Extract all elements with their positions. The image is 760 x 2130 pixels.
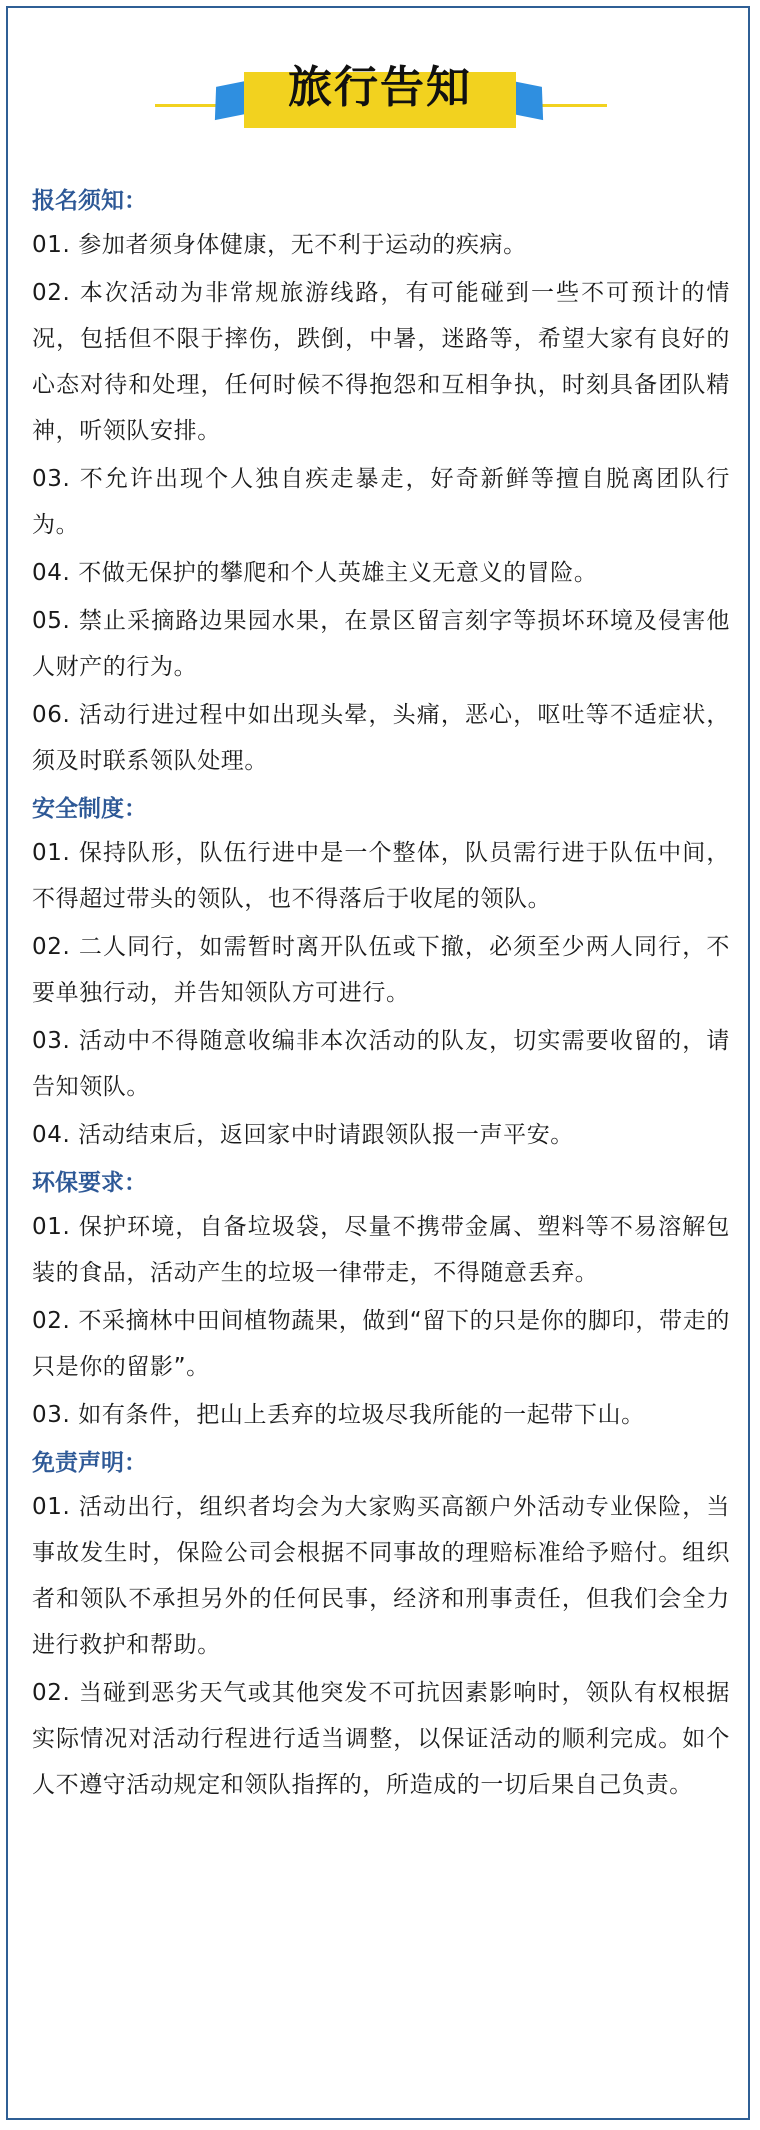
- list-item: 05. 禁止采摘路边果园水果，在景区留言刻字等损坏环境及侵害他人财产的行为。: [32, 608, 730, 680]
- list-item: 03. 如有条件，把山上丢弃的垃圾尽我所能的一起带下山。: [32, 1402, 645, 1428]
- list-item: 01. 活动出行，组织者均会为大家购买高额户外活动专业保险，当事故发生时，保险公司会根据不同事故的理赔标准给予赔付。组织者和领队不承担另外的任何民事，经济和刑事责任，但我们会全力进行救护和帮助。: [32, 1494, 730, 1658]
- list-item: 04. 活动结束后，返回家中时请跟领队报一声平安。: [32, 1122, 574, 1148]
- section-safety: [32, 786, 730, 1158]
- notice-content: [32, 178, 730, 1810]
- section-environment: [32, 1160, 730, 1438]
- list-item: 01. 保护环境，自备垃圾袋，尽量不携带金属、塑料等不易溶解包装的食品，活动产生的垃圾一律带走，不得随意丢弃。: [32, 1214, 730, 1286]
- section-heading: 安全制度：: [32, 796, 147, 822]
- list-item: 06. 活动行进过程中如出现头晕，头痛，恶心，呕吐等不适症状，须及时联系领队处理。: [32, 702, 730, 774]
- list-item: 01. 参加者须身体健康，无不利于运动的疾病。: [32, 232, 527, 258]
- list-item: 03. 不允许出现个人独自疾走暴走，好奇新鲜等擅自脱离团队行为。: [32, 466, 730, 538]
- list-item: 02. 当碰到恶劣天气或其他突发不可抗因素影响时，领队有权根据实际情况对活动行程进行适当调整，以保证活动的顺利完成。如个人不遵守活动规定和领队指挥的，所造成的一切后果自己负责。: [32, 1680, 730, 1798]
- list-item: 02. 本次活动为非常规旅游线路，有可能碰到一些不可预计的情况，包括但不限于摔伤，跌倒，中暑，迷路等，希望大家有良好的心态对待和处理，任何时候不得抱怨和互相争执，时刻具备团队精神，听领队安排。: [32, 280, 730, 444]
- title-banner: [0, 60, 760, 130]
- section-heading: 环保要求：: [32, 1170, 147, 1196]
- list-item: 04. 不做无保护的攀爬和个人英雄主义无意义的冒险。: [32, 560, 598, 586]
- list-item: 02. 二人同行，如需暂时离开队伍或下撤，必须至少两人同行，不要单独行动，并告知领队方可进行。: [32, 934, 730, 1006]
- section-registration: [32, 178, 730, 784]
- page-title: 旅行告知: [288, 62, 472, 113]
- section-heading: 报名须知：: [32, 188, 147, 214]
- list-item: 03. 活动中不得随意收编非本次活动的队友，切实需要收留的，请告知领队。: [32, 1028, 730, 1100]
- list-item: 02. 不采摘林中田间植物蔬果，做到“留下的只是你的脚印，带走的只是你的留影”。: [32, 1308, 730, 1380]
- section-heading: 免责声明：: [32, 1450, 147, 1476]
- list-item: 01. 保持队形，队伍行进中是一个整体，队员需行进于队伍中间，不得超过带头的领队，也不得落后于收尾的领队。: [32, 840, 730, 912]
- section-disclaimer: [32, 1440, 730, 1808]
